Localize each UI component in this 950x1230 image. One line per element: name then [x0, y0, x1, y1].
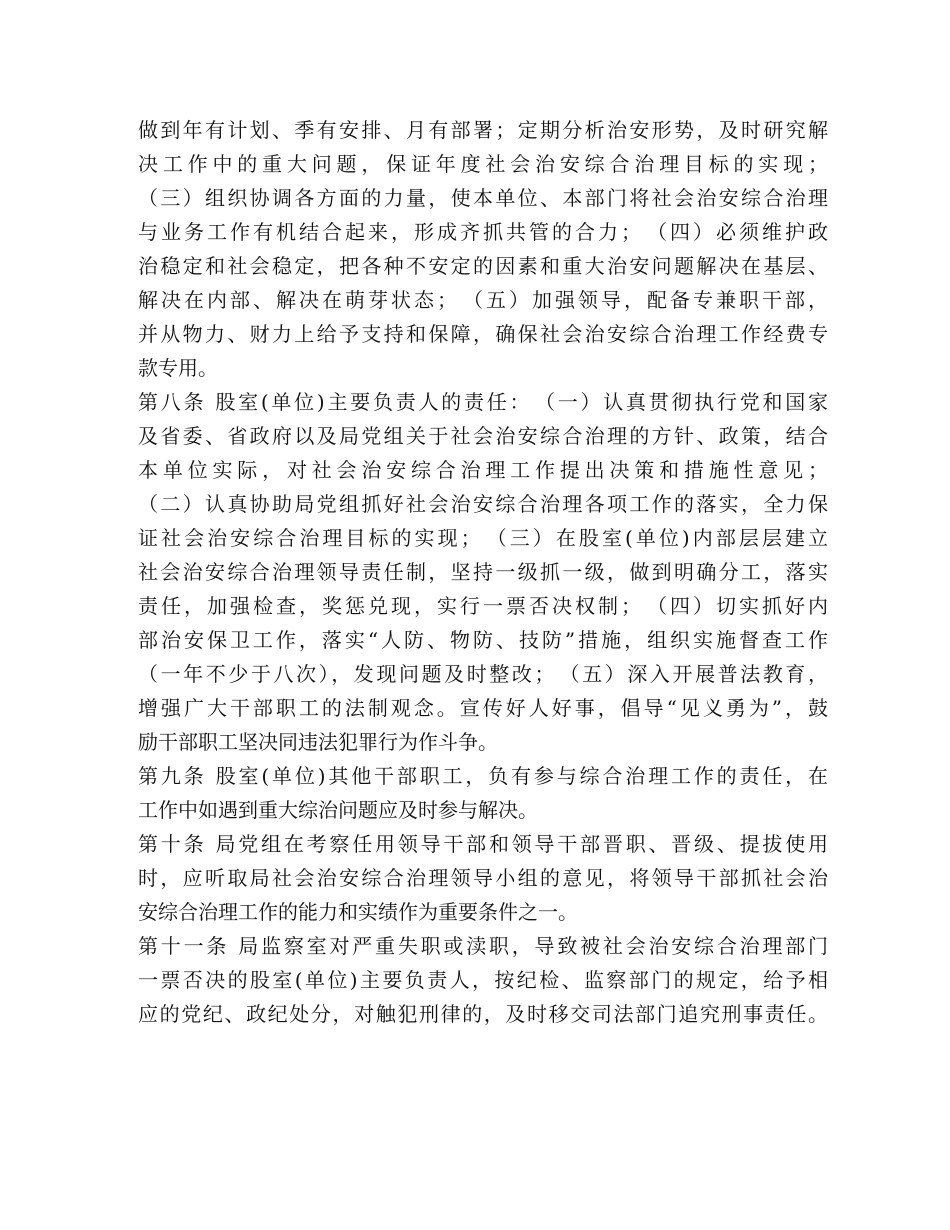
text-line: 工作中如遇到重大综治问题应及时参与解决。: [138, 798, 538, 822]
text-line: 安综合治理工作的能力和实绩作为重要条件之一。: [138, 900, 578, 924]
text-line: 部治安保卫工作，落实“人防、物防、技防”措施，组织实施督查工作: [138, 628, 828, 652]
text-line: 社会治安综合治理领导责任制，坚持一级抓一级，做到明确分工，落实: [138, 560, 828, 584]
text-line: （一年不少于八次），发现问题及时整改； （五）深入开展普法教育，: [138, 662, 828, 686]
text-line: 证社会治安综合治理目标的实现； （三）在股室(单位)内部层层建立: [138, 526, 828, 550]
text-line: 第九条 股室(单位)其他干部职工，负有参与综合治理工作的责任，在: [138, 764, 828, 788]
document-body: [138, 113, 828, 1031]
text-line: 治稳定和社会稳定，把各种不安定的因素和重大治安问题解决在基层、: [138, 254, 828, 278]
text-line: 励干部职工坚决同违法犯罪行为作斗争。: [138, 730, 498, 754]
text-line: 第十条 局党组在考察任用领导干部和领导干部晋职、晋级、提拔使用: [138, 832, 828, 856]
text-line: （三）组织协调各方面的力量，使本单位、本部门将社会治安综合治理: [138, 186, 828, 210]
text-line: 及省委、省政府以及局党组关于社会治安综合治理的方针、政策，结合: [138, 424, 828, 448]
text-line: 本单位实际，对社会治安综合治理工作提出决策和措施性意见；: [138, 458, 828, 482]
text-line: 责任，加强检查，奖惩兑现，实行一票否决权制； （四）切实抓好内: [138, 594, 828, 618]
text-line: （二）认真协助局党组抓好社会治安综合治理各项工作的落实，全力保: [138, 492, 828, 516]
text-line: 应的党纪、政纪处分，对触犯刑律的，及时移交司法部门追究刑事责任。: [138, 1002, 828, 1026]
text-line: 第十一条 局监察室对严重失职或渎职，导致被社会治安综合治理部门: [138, 934, 828, 958]
text-line: 做到年有计划、季有安排、月有部署；定期分析治安形势，及时研究解: [138, 118, 828, 142]
text-line: 解决在内部、解决在萌芽状态； （五）加强领导，配备专兼职干部，: [138, 288, 828, 312]
text-line: 第八条 股室(单位)主要负责人的责任： （一）认真贯彻执行党和国家: [138, 390, 828, 414]
text-line: 时，应听取局社会治安综合治理领导小组的意见，将领导干部抓社会治: [138, 866, 828, 890]
text-line: 增强广大干部职工的法制观念。宣传好人好事，倡导“见义勇为”，鼓: [138, 696, 828, 720]
text-line: 一票否决的股室(单位)主要负责人，按纪检、监察部门的规定，给予相: [138, 968, 828, 992]
text-line: 款专用。: [138, 356, 218, 380]
text-line: 与业务工作有机结合起来，形成齐抓共管的合力； （四）必须维护政: [138, 220, 828, 244]
text-line: 决工作中的重大问题，保证年度社会治安综合治理目标的实现；: [138, 152, 828, 176]
text-line: 并从物力、财力上给予支持和保障，确保社会治安综合治理工作经费专: [138, 322, 828, 346]
